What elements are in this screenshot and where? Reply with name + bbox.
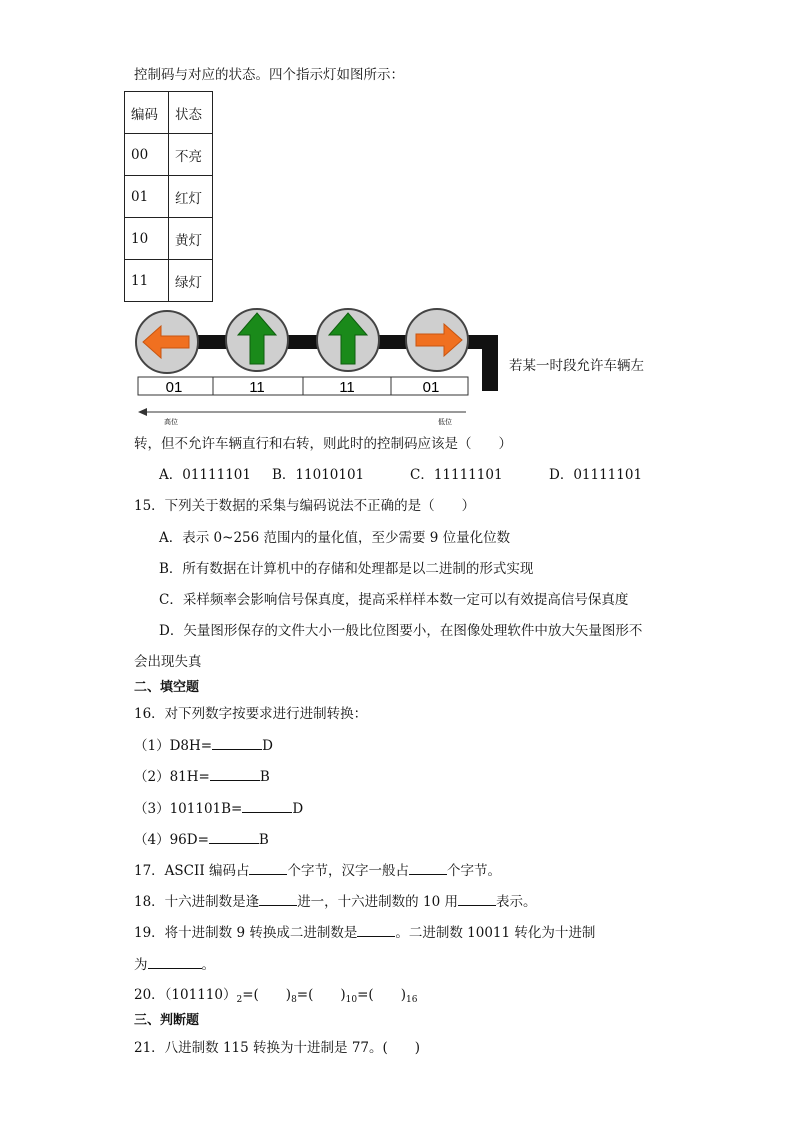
answer-blank[interactable]	[148, 954, 202, 969]
table-header-state: 状态	[169, 92, 213, 134]
q19-text-c: 为	[134, 957, 148, 973]
answer-blank[interactable]	[249, 860, 287, 875]
q18	[134, 891, 536, 912]
light-3	[317, 309, 379, 371]
answer-blank[interactable]	[212, 735, 262, 750]
answer-blank[interactable]	[409, 860, 447, 875]
q20	[134, 985, 417, 1010]
q14-option-c: C．11111101	[410, 467, 503, 483]
q19-cont	[134, 954, 215, 975]
table-cell: 绿灯	[169, 260, 213, 302]
table-cell: 10	[125, 218, 169, 260]
table-cell: 黄灯	[169, 218, 213, 260]
table-cell: 01	[125, 176, 169, 218]
q16-item-pre: （3）101101B=	[134, 801, 243, 817]
code-label-1: 01	[165, 379, 183, 396]
table-cell: 00	[125, 134, 169, 176]
q16-item-post: D	[292, 801, 304, 817]
q16-item-pre: （2）81H=	[134, 769, 210, 785]
code-label-2: 11	[249, 379, 265, 396]
answer-blank[interactable]	[209, 829, 259, 844]
answer-blank[interactable]	[210, 766, 260, 781]
q20-text-c: =( )	[296, 987, 346, 1003]
q18-text-a: 18．十六进制数是逢	[134, 894, 260, 910]
high-bit-label: 高位	[164, 418, 178, 426]
q19-text-b: 。二进制数 10011 转化为十进制	[395, 925, 596, 941]
q16-item-post: D	[262, 738, 273, 754]
arrow-left-head-icon	[138, 408, 147, 416]
q19	[134, 922, 595, 943]
table-header-row	[125, 92, 213, 134]
section-heading: 二、填空题	[134, 680, 200, 695]
q19-text-a: 19．将十进制数 9 转换成二进制数是	[134, 925, 358, 941]
traffic-light-diagram	[126, 300, 516, 430]
low-bit-label: 低位	[438, 418, 452, 426]
light-2	[226, 309, 288, 371]
light-4	[406, 309, 468, 371]
q15-option-d-cont: 会出现失真	[134, 654, 202, 670]
table-row	[125, 134, 213, 176]
q20-text-a: 20．（101110）	[134, 987, 237, 1003]
q15-option-b: B．所有数据在计算机中的存储和处理都是以二进制的形式实现	[159, 561, 534, 577]
answer-blank[interactable]	[458, 891, 496, 906]
answer-blank[interactable]	[357, 922, 395, 937]
code-table	[124, 91, 213, 302]
q18-text-b: 进一，十六进制数的 10 用	[297, 894, 458, 910]
q15-option-a: A．表示 0~256 范围内的量化值，至少需要 9 位量化位数	[159, 530, 511, 546]
q15-option-d: D．矢量图形保存的文件大小一般比位图要小，在图像处理软件中放大矢量图形不	[159, 623, 643, 639]
q16-item-1	[134, 735, 273, 756]
answer-blank[interactable]	[259, 891, 297, 906]
q16-item-pre: （4）96D=	[134, 832, 209, 848]
q16-item-post: B	[259, 769, 270, 785]
q15-stem: 15．下列关于数据的采集与编码说法不正确的是（ ）	[134, 498, 476, 514]
q14-option-a: A．01111101	[159, 467, 251, 483]
intro-text: 控制码与对应的状态。四个指示灯如图所示：	[134, 67, 404, 83]
q15-option-c: C．采样频率会影响信号保真度，提高采样样本数一定可以有效提高信号保真度	[159, 592, 629, 608]
light-1	[136, 311, 198, 373]
q20-sub-2: 2	[236, 995, 243, 1005]
q21: 21．八进制数 115 转换为十进制是 77。( )	[134, 1040, 421, 1056]
table-row	[125, 260, 213, 302]
table-cell: 11	[125, 260, 169, 302]
q18-text-c: 表示。	[495, 894, 537, 910]
q17-text-a: 17．ASCII 编码占	[134, 863, 250, 879]
q20-sub-10: 10	[345, 995, 358, 1005]
q16-item-post: B	[258, 832, 269, 848]
table-header-code: 编码	[125, 92, 169, 134]
section-heading: 三、判断题	[134, 1013, 200, 1028]
code-label-3: 11	[339, 379, 355, 396]
table-row	[125, 176, 213, 218]
q19-text-d: 。	[201, 957, 215, 973]
q20-text-d: =( )	[357, 987, 406, 1003]
answer-blank[interactable]	[242, 798, 292, 813]
code-label-4: 01	[422, 379, 440, 396]
table-cell: 红灯	[169, 176, 213, 218]
q17-text-c: 个字节。	[446, 863, 501, 879]
table-cell: 不亮	[169, 134, 213, 176]
q14-text-right: 若某一时段允许车辆左	[509, 358, 644, 374]
table-row	[125, 218, 213, 260]
q16-item-3	[134, 798, 303, 819]
q17	[134, 860, 501, 881]
q14-option-b: B．11010101	[272, 467, 365, 483]
q16-item-pre: （1）D8H=	[134, 738, 213, 754]
q20-sub-8: 8	[291, 995, 297, 1005]
q17-text-b: 个字节，汉字一般占	[287, 863, 409, 879]
q16-item-2	[134, 766, 270, 787]
q16-item-4	[134, 829, 269, 850]
q20-text-b: =( )	[242, 987, 292, 1003]
q16-stem: 16．对下列数字按要求进行进制转换：	[134, 706, 368, 722]
q20-sub-16: 16	[405, 995, 418, 1005]
q14-option-d: D．01111101	[549, 467, 643, 483]
light-bar-post	[482, 335, 498, 391]
q14-text-cont: 转，但不允许车辆直行和右转，则此时的控制码应该是（ ）	[134, 436, 512, 452]
